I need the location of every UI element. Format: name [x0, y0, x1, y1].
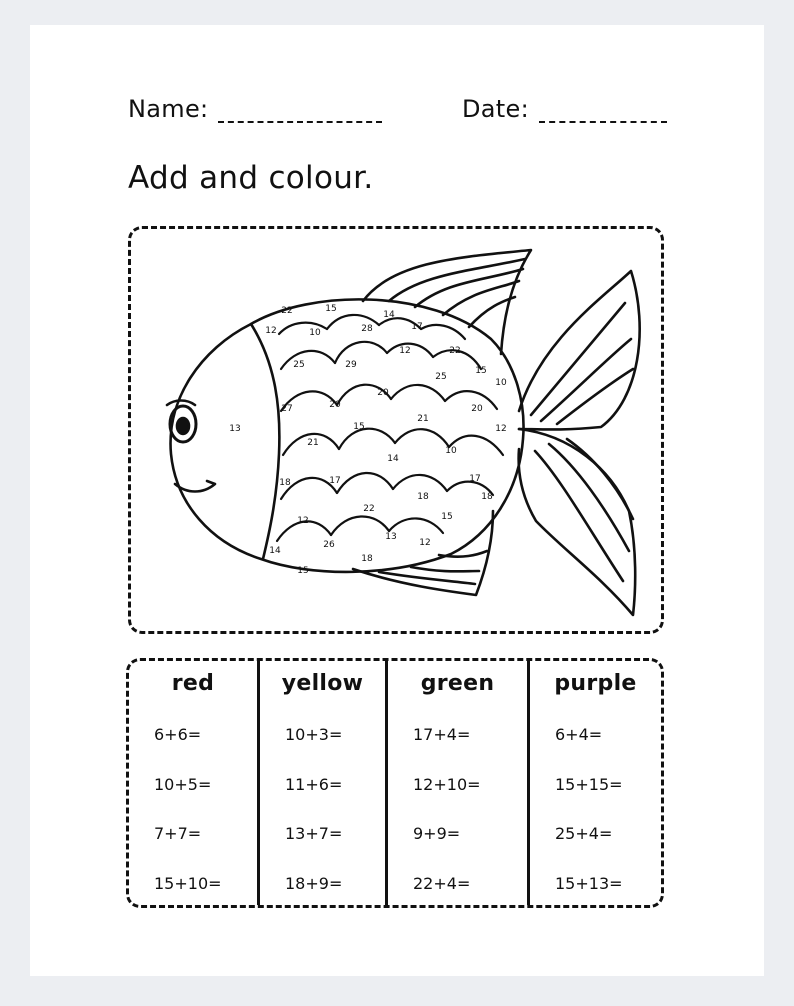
name-field[interactable] — [128, 95, 382, 123]
scale-number: 15 — [297, 566, 309, 576]
worksheet-page — [30, 25, 764, 976]
scale-number: 14 — [269, 546, 281, 556]
sum-item[interactable]: 22+4= — [413, 874, 471, 893]
scale-number: 18 — [279, 478, 291, 488]
scale-number: 25 — [435, 372, 447, 382]
scale-number: 12 — [495, 424, 507, 434]
scale-number: 10 — [495, 378, 507, 388]
column-heading-purple: purple — [554, 671, 637, 696]
fish-scales — [277, 315, 503, 541]
scale-number: 20 — [329, 400, 341, 410]
sum-item[interactable]: 10+5= — [154, 775, 212, 794]
gill-line — [251, 324, 279, 559]
scale-number: 12 — [265, 326, 277, 336]
scale-number: 17 — [329, 476, 341, 486]
color-key-table — [126, 658, 664, 908]
scale-number: 18 — [417, 492, 429, 502]
scale-number: 18 — [481, 492, 493, 502]
column-red — [129, 661, 257, 905]
scale-number: 29 — [345, 360, 357, 370]
column-green — [385, 661, 527, 905]
scale-number: 15 — [475, 366, 487, 376]
sum-item[interactable]: 15+13= — [555, 874, 623, 893]
scale-number: 20 — [471, 404, 483, 414]
worksheet-header — [128, 95, 668, 135]
scale-number: 12 — [297, 516, 309, 526]
sum-item[interactable]: 11+6= — [285, 775, 343, 794]
scale-number: 17 — [411, 322, 423, 332]
scale-number: 14 — [387, 454, 399, 464]
scale-number: 25 — [293, 360, 305, 370]
scale-number: 13 — [229, 424, 241, 434]
sum-item[interactable]: 12+10= — [413, 775, 481, 794]
scale-number: 13 — [385, 532, 397, 542]
scale-number: 10 — [309, 328, 321, 338]
scale-number: 15 — [325, 304, 337, 314]
scale-number: 22 — [449, 346, 461, 356]
sum-item[interactable]: 7+7= — [154, 824, 202, 843]
belly-fin — [353, 511, 493, 595]
sum-item[interactable]: 10+3= — [285, 725, 343, 744]
name-label: Name: — [128, 95, 209, 123]
scale-number: 15 — [441, 512, 453, 522]
sum-item[interactable]: 6+4= — [555, 725, 603, 744]
scale-number: 20 — [377, 388, 389, 398]
sum-item[interactable]: 6+6= — [154, 725, 202, 744]
column-heading-green: green — [420, 671, 495, 696]
column-heading-red: red — [171, 671, 215, 696]
date-blank-line[interactable] — [539, 105, 667, 123]
sum-item[interactable]: 25+4= — [555, 824, 613, 843]
sum-item[interactable]: 17+4= — [413, 725, 471, 744]
sum-item[interactable]: 13+7= — [285, 824, 343, 843]
scale-number: 12 — [399, 346, 411, 356]
date-label: Date: — [462, 95, 529, 123]
column-heading-yellow: yellow — [281, 671, 364, 696]
scale-number: 12 — [419, 538, 431, 548]
sum-item[interactable]: 9+9= — [413, 824, 461, 843]
scale-number: 15 — [353, 422, 365, 432]
scale-number: 17 — [469, 474, 481, 484]
scale-number: 10 — [445, 446, 457, 456]
scale-numbers — [229, 304, 507, 576]
scale-number: 26 — [323, 540, 335, 550]
scale-number: 21 — [417, 414, 429, 424]
scale-number: 21 — [307, 438, 319, 448]
sum-item[interactable]: 15+10= — [154, 874, 222, 893]
name-blank-line[interactable] — [218, 105, 382, 123]
scale-number: 27 — [281, 404, 293, 414]
fish-picture-box — [128, 226, 664, 634]
sum-item[interactable]: 15+15= — [555, 775, 623, 794]
column-purple — [527, 661, 661, 905]
scale-number: 22 — [363, 504, 375, 514]
sum-item[interactable]: 18+9= — [285, 874, 343, 893]
date-field[interactable] — [462, 95, 667, 123]
tail-fin — [519, 271, 640, 615]
column-yellow — [257, 661, 385, 905]
fish-illustration — [131, 229, 661, 631]
scale-number: 18 — [361, 554, 373, 564]
scale-number: 22 — [281, 306, 293, 316]
scale-number: 14 — [383, 310, 395, 320]
instruction-heading: Add and colour. — [128, 160, 374, 196]
scale-number: 28 — [361, 324, 373, 334]
